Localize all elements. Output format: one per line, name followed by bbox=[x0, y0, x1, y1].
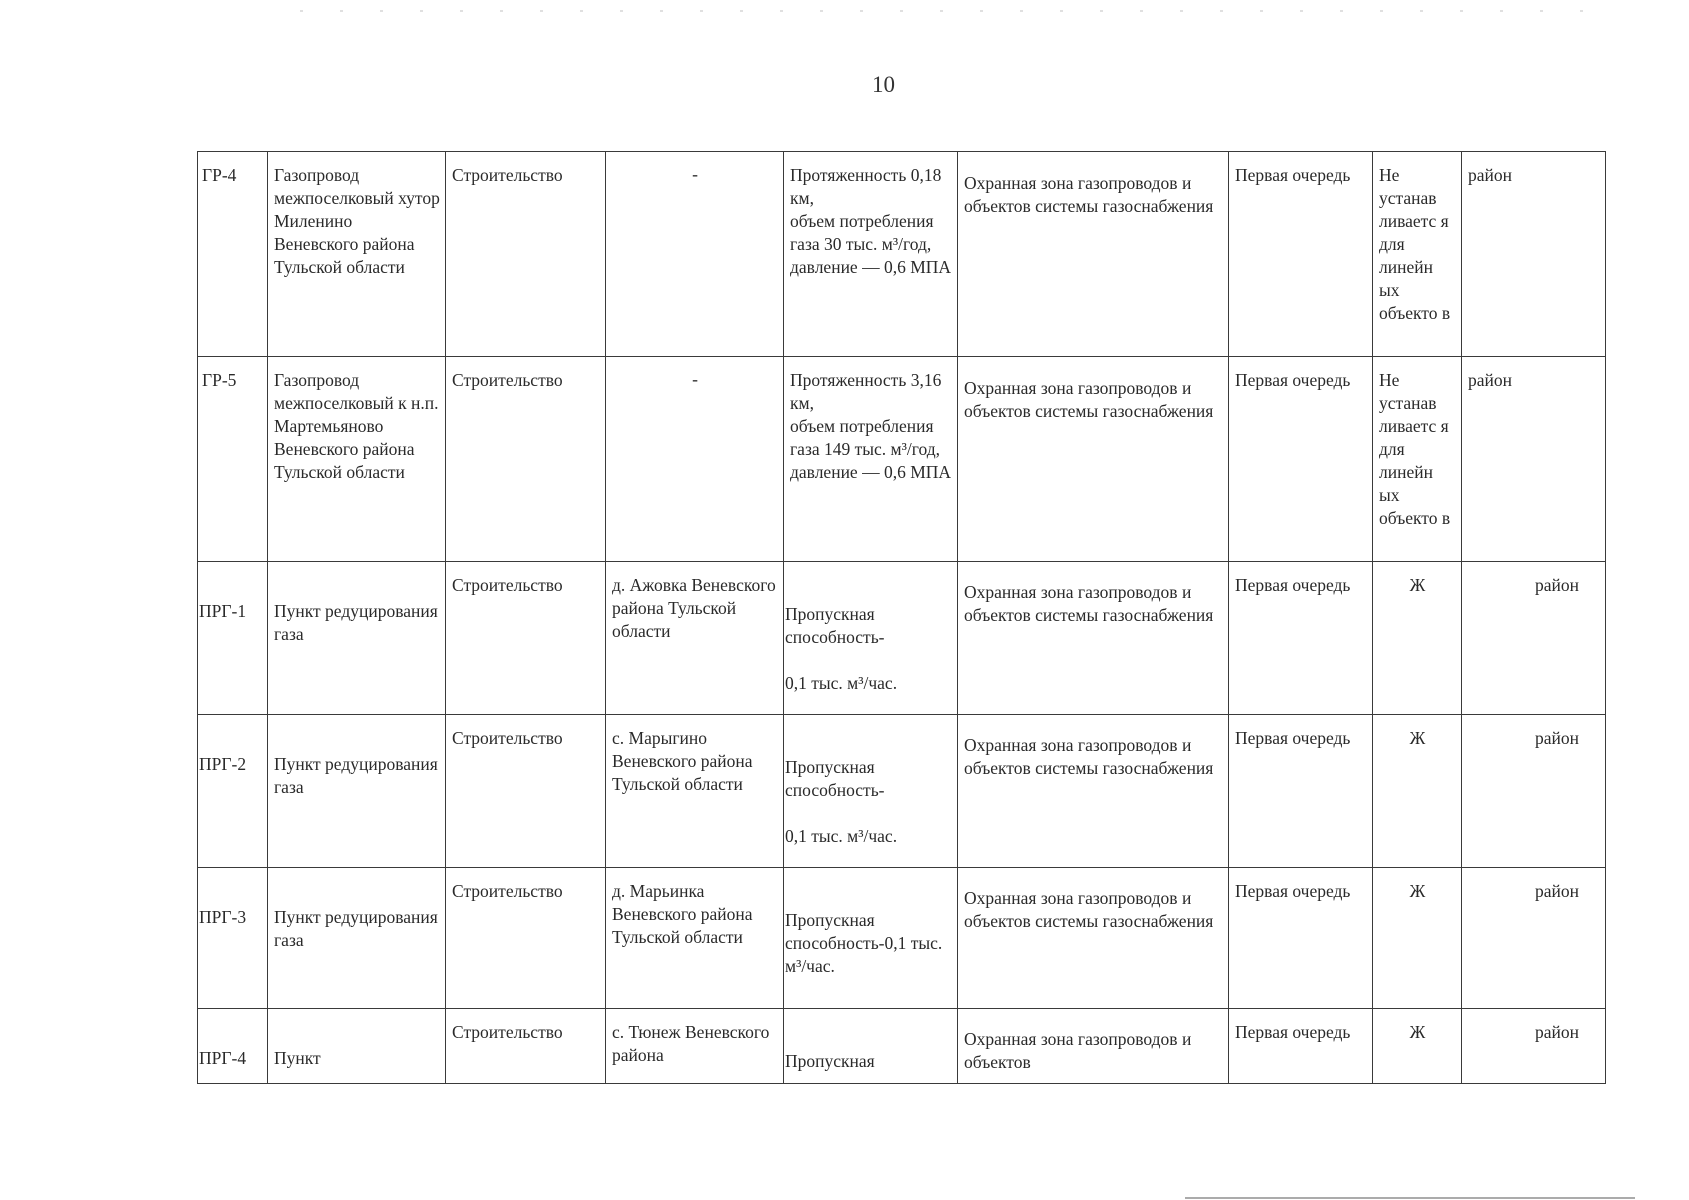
object-location: с. Марыгино Веневского района Тульской области bbox=[606, 715, 784, 868]
object-location: д. Ажовка Веневского района Тульской области bbox=[606, 562, 784, 715]
parameters-capacity-label: Пропускная способность- bbox=[785, 757, 885, 800]
object-code: ГР-4 bbox=[198, 152, 268, 357]
table-row bbox=[198, 357, 1606, 562]
object-action: Строительство bbox=[446, 868, 606, 1009]
object-action: Строительство bbox=[446, 715, 606, 868]
scan-artifact-bottom bbox=[1185, 1197, 1635, 1199]
object-category: Ж bbox=[1373, 868, 1462, 1009]
object-location: - bbox=[606, 357, 784, 562]
object-significance: район bbox=[1462, 152, 1606, 357]
object-parameters: Пропускная bbox=[784, 1009, 958, 1084]
object-significance: район bbox=[1462, 357, 1606, 562]
object-stage: Первая очередь bbox=[1229, 562, 1373, 715]
object-category: Ж bbox=[1373, 715, 1462, 868]
object-action: Строительство bbox=[446, 1009, 606, 1084]
object-code: ГР-5 bbox=[198, 357, 268, 562]
object-code: ПРГ-2 bbox=[198, 715, 268, 868]
object-category: Не устанав ливаетс я для линейн ых объекто в bbox=[1373, 357, 1462, 562]
object-code: ПРГ-4 bbox=[198, 1009, 268, 1084]
object-significance: район bbox=[1462, 715, 1606, 868]
object-name: Пункт редуцирования газа bbox=[268, 868, 446, 1009]
object-significance: район bbox=[1462, 1009, 1606, 1084]
table-row bbox=[198, 562, 1606, 715]
object-code: ПРГ-3 bbox=[198, 868, 268, 1009]
object-parameters: Протяженность 0,18 км, объем потребления газа 30 тыс. м³/год, давление — 0,6 МПА bbox=[784, 152, 958, 357]
object-action: Строительство bbox=[446, 562, 606, 715]
object-stage: Первая очередь bbox=[1229, 357, 1373, 562]
object-name: Пункт редуцирования газа bbox=[268, 715, 446, 868]
scan-artifact-top bbox=[300, 10, 1600, 12]
object-name: Пункт bbox=[268, 1009, 446, 1084]
object-zone: Охранная зона газопроводов и объектов системы газоснабжения bbox=[958, 152, 1229, 357]
parameters-capacity-value: 0,1 тыс. м³/час. bbox=[785, 673, 898, 693]
object-zone: Охранная зона газопроводов и объектов системы газоснабжения bbox=[958, 357, 1229, 562]
object-code: ПРГ-1 bbox=[198, 562, 268, 715]
object-stage: Первая очередь bbox=[1229, 1009, 1373, 1084]
object-location: с. Тюнеж Веневского района bbox=[606, 1009, 784, 1084]
object-name: Газопровод межпоселковый к н.п. Мартемьяново Веневского района Тульской области bbox=[268, 357, 446, 562]
parameters-capacity-value: 0,1 тыс. м³/час. bbox=[785, 826, 898, 846]
object-zone: Охранная зона газопроводов и объектов системы газоснабжения bbox=[958, 868, 1229, 1009]
table-row bbox=[198, 715, 1606, 868]
object-significance: район bbox=[1462, 868, 1606, 1009]
object-category: Не устанав ливаетс я для линейн ых объекто в bbox=[1373, 152, 1462, 357]
parameters-capacity-label: Пропускная способность- bbox=[785, 604, 885, 647]
object-location: - bbox=[606, 152, 784, 357]
object-stage: Первая очередь bbox=[1229, 152, 1373, 357]
object-significance: район bbox=[1462, 562, 1606, 715]
object-stage: Первая очередь bbox=[1229, 868, 1373, 1009]
object-action: Строительство bbox=[446, 357, 606, 562]
object-zone: Охранная зона газопроводов и объектов системы газоснабжения bbox=[958, 562, 1229, 715]
object-location: д. Марьинка Веневского района Тульской области bbox=[606, 868, 784, 1009]
page-number: 10 bbox=[872, 72, 895, 97]
object-stage: Первая очередь bbox=[1229, 715, 1373, 868]
object-parameters bbox=[784, 715, 958, 868]
object-name: Газопровод межпоселковый хутор Миленино Веневского района Тульской области bbox=[268, 152, 446, 357]
object-action: Строительство bbox=[446, 152, 606, 357]
object-parameters bbox=[784, 562, 958, 715]
table-row bbox=[198, 152, 1606, 357]
object-category: Ж bbox=[1373, 1009, 1462, 1084]
table-row bbox=[198, 868, 1606, 1009]
object-name: Пункт редуцирования газа bbox=[268, 562, 446, 715]
object-parameters: Пропускная способность-0,1 тыс. м³/час. bbox=[784, 868, 958, 1009]
object-category: Ж bbox=[1373, 562, 1462, 715]
object-zone: Охранная зона газопроводов и объектов системы газоснабжения bbox=[958, 715, 1229, 868]
object-zone: Охранная зона газопроводов и объектов bbox=[958, 1009, 1229, 1084]
table-row bbox=[198, 1009, 1606, 1084]
objects-table bbox=[197, 151, 1606, 1084]
object-parameters: Протяженность 3,16 км, объем потребления газа 149 тыс. м³/год, давление — 0,6 МПА bbox=[784, 357, 958, 562]
